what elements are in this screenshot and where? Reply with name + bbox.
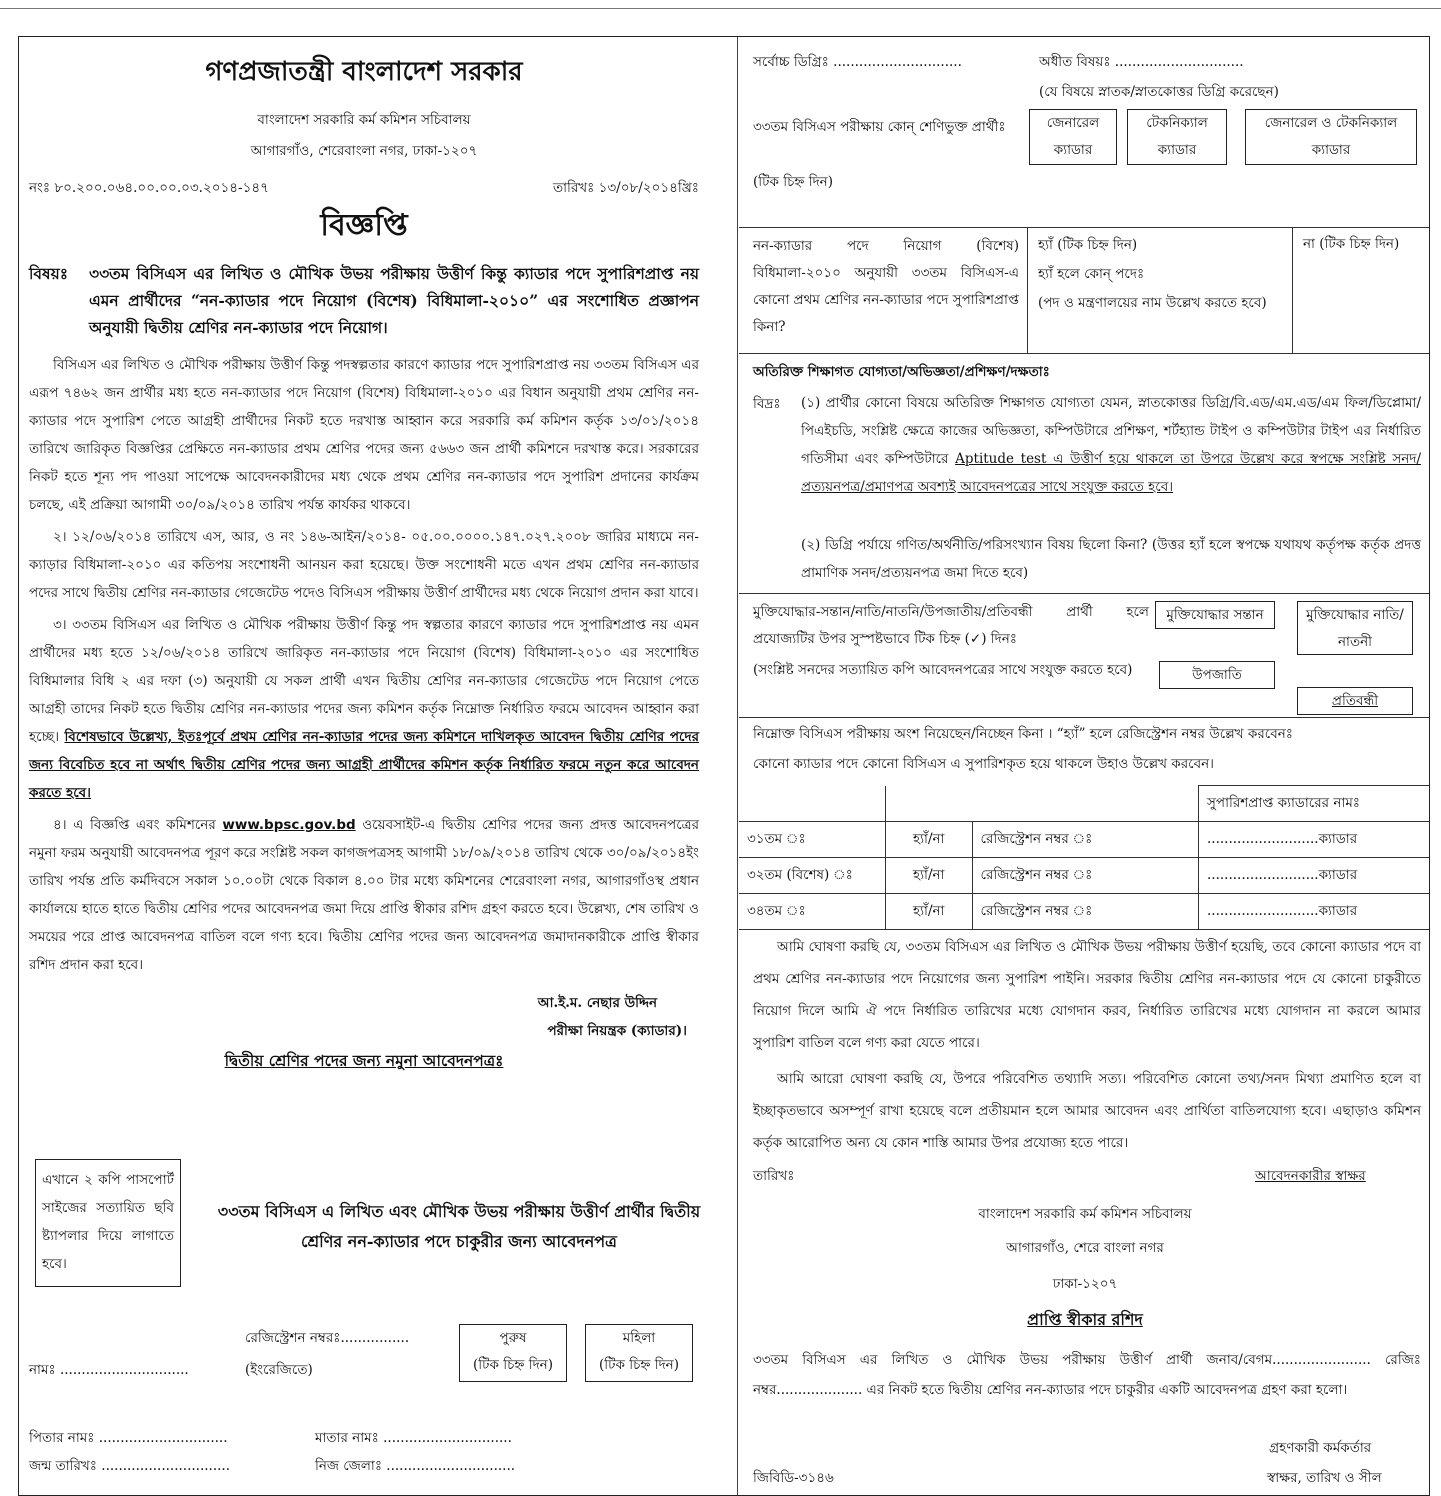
- registration-number: রেজিস্ট্রেশন নম্বরঃ................: [245, 1330, 410, 1346]
- yes-tick-label: হ্যাঁ (টিক চিহ্ন দিন): [1038, 237, 1138, 253]
- form-title: ৩৩তম বিসিএস এ লিখিত এবং মৌখিক উভয় পরীক্ষায় উত্তীর্ণ প্রার্থীর দ্বিতীয় শ্রেণির নন-ক্যাডার পদে চাকুরীর জন্য আবেদনপত্র: [217, 1202, 701, 1251]
- header-empty-2: [886, 786, 973, 822]
- date-label: তারিখঃ: [753, 1168, 795, 1184]
- male-tick-note: (টিক চিহ্ন দিন): [473, 1357, 553, 1373]
- dob-field[interactable]: জন্ম তারিখঃ ..............................: [29, 1458, 231, 1474]
- english-note: (ইংরেজিতে): [245, 1362, 313, 1378]
- quota-note: (সংশ্লিষ্ট সনদের সত্যায়িত কপি আবেদনপত্রের সাথে সংযুক্ত করতে হবে): [753, 662, 1133, 678]
- memo-line: [29, 177, 699, 199]
- both-cadre-option[interactable]: জেনারেল ও টেকনিক্যাল ক্যাডার: [1245, 109, 1417, 165]
- paragraph-1: বিসিএস এর লিখিত ও মৌখিক পরীক্ষায় উত্তীর্ণ কিন্তু পদস্বল্পতার কারণে ক্যাডার পদে সুপারিশপ্রাপ্ত নয় ৩৩তম বিসিএস এর এরূপ ৭৪৬২ জন প্রার্থীর মধ্য হতে নন-ক্যাডার পদে নিয়োগ (বিশেষ) বিধিমালা-২০১০ এর বিধান অনুযায়ী প্রথম শ্রেণির নন-ক্যাডার পদে সুপারিশ পেতে আগ্রহী প্রার্থীদের নিকট হতে দরখাস্ত আহ্বান করে সরকারি কর্ম কমিশন কর্তৃক ১৩/০১/২০১৪ তারিখে জারিকৃত বিজ্ঞপ্তির প্রেক্ষিতে নন-ক্যাডার প্রথম শ্রেণির পদের জন্য ৫৬৬৩ জন প্রার্থী কমিশনে দরখাস্ত করে। সরকারের নিকট হতে শূন্য পদ পাওয়া সাপেক্ষে আবেদনকারীদের মধ্য থেকে প্রথম শ্রেণির নন-ক্যাডার পদে সুপারিশ প্রদানের কার্যক্রম চলছে, এই প্রক্রিয়া আগামী ৩০/০৯/২০১৪ তারিখ পর্যন্ত কার্যকর থাকবে।: [29, 357, 699, 513]
- cadre-cell[interactable]: ..........................ক্যাডার: [1199, 822, 1431, 858]
- receiver-sign-note: স্বাক্ষর, তারিখ ও সীল: [1267, 1470, 1382, 1486]
- mother-name-field[interactable]: মাতার নামঃ ..............................: [315, 1430, 512, 1446]
- bcs-registration-table: [739, 785, 1430, 930]
- table-row: [739, 822, 1430, 858]
- extra-qualification-heading: অতিরিক্ত শিক্ষাগত যোগ্যতা/অভিজ্ঞতা/প্রশিক্ষণ/দক্ষতাঃ: [753, 364, 1050, 380]
- female-label: মহিলা: [622, 1330, 656, 1346]
- bcs-name: ৩২তম (বিশেষ) ঃ: [739, 858, 886, 894]
- cadre-cell[interactable]: ..........................ক্যাডার: [1199, 858, 1431, 894]
- receipt-address-2: ঢাকা-১২০৭: [1052, 1276, 1118, 1292]
- note-2: (২) ডিগ্রি পর্যায়ে গণিত/অর্থনীতি/পরিসংখ্যান বিষয় ছিলো কিনা? (উত্তর হ্যাঁ হলে স্বপক্ষে যথাযথ কর্তৃপক্ষ কর্তৃক প্রদত্ত প্রামাণিক সনদ/প্রত্যয়নপত্র জমা দিতে হবে): [801, 537, 1421, 581]
- paragraph-3-emphasis: বিশেষভাবে উল্লেখ্য, ইতঃপূর্বে প্রথম শ্রেণির নন-ক্যাডার পদের জন্য কমিশনে দাখিলকৃত আবেদন দ্বিতীয় শ্রেণির পদের জন্য বিবেচিত হবে না অর্থাৎ দ্বিতীয় শ্রেণির পদের জন্য আগ্রহী প্রার্থীদের কমিশন কর্তৃক নির্ধারিত ফরমে নতুন করে আবেদন করতে হবে।: [29, 729, 699, 801]
- tribal-option[interactable]: উপজাতি: [1159, 661, 1275, 689]
- female-tick-note: (টিক চিহ্ন দিন): [599, 1357, 679, 1373]
- registration-cell[interactable]: রেজিস্ট্রেশন নম্বর ঃ: [972, 858, 1199, 894]
- subject-studied-field[interactable]: অধীত বিষয়ঃ ..............................: [1039, 54, 1244, 70]
- no-tick-label[interactable]: না (টিক চিহ্ন দিন): [1303, 236, 1400, 252]
- freedom-fighter-grandchild-option[interactable]: মুক্তিযোদ্ধার নাতি/নাতনী: [1297, 601, 1413, 655]
- photo-box: এখানে ২ কপি পাসপোর্ট সাইজের সত্যায়িত ছবি ষ্ট্যাপলার দিয়ে লাগাতে হবে।: [35, 1159, 181, 1287]
- signatory-name: আ.ই.ম. নেছার উদ্দিন: [537, 995, 657, 1011]
- left-column: [29, 45, 699, 1075]
- male-checkbox[interactable]: [459, 1324, 567, 1382]
- bcs-name: ৩১তম ঃ: [739, 822, 886, 858]
- rule-3: [739, 593, 1430, 594]
- subject-label: বিষয়ঃ: [29, 264, 69, 283]
- paragraph-4: [29, 811, 699, 979]
- sample-form-title: দ্বিতীয় শ্রেণির পদের জন্য নমুনা আবেদনপত্রঃ: [224, 1051, 504, 1070]
- category-tick-note: (টিক চিহ্ন দিন): [753, 174, 833, 190]
- signatory-designation: পরীক্ষা নিয়ন্ত্রক (ক্যাডার)।: [547, 1023, 687, 1039]
- column-divider: [737, 37, 738, 1495]
- bcs-name: ৩৪তম ঃ: [739, 894, 886, 930]
- bcs-question-2: কোনো ক্যাডার পদে কোনো বিসিএস এ সুপারিশকৃত হয়ে থাকলে উহাও উল্লেখ করবেন।: [753, 756, 1214, 772]
- memo-date: তারিখঃ ১৩/০৮/২০১৪খ্রিঃ: [552, 180, 699, 196]
- notice-title: বিজ্ঞপ্তি: [320, 208, 408, 243]
- header-empty-3: [972, 786, 1199, 822]
- table-header-row: [739, 786, 1430, 822]
- noncadre-question: নন-ক্যাডার পদে নিয়োগ (বিশেষ) বিধিমালা-২০১০ অনুযায়ী ৩৩তম বিসিএস-এ কোনো প্রথম শ্রেণির নন-ক্যাডার পদে সুপারিশপ্রাপ্ত কিনা?: [753, 238, 1020, 335]
- government-title: গণপ্রজাতন্ত্রী বাংলাদেশ সরকার: [205, 57, 523, 87]
- top-rule: [0, 8, 1441, 9]
- paragraph-4-text-b: ওয়েবসাইট-এ দ্বিতীয় শ্রেণির পদের জন্য প্রদত্ত আবেদনপত্রের নমুনা ফরম অনুযায়ী আবেদনপত্র পূরণ করে সংশ্লিষ্ট সকল কাগজপত্রসহ আগামী ১৮/০৯/২০১৪ তারিখ থেকে ৩০/০৯/২০১৪ইং তারিখ পর্যন্ত প্রতি কর্মদিবসে সকাল ১০.০০টা থেকে বিকাল ৪.০০ টার মধ্যে কমিশনের শেরেবাংলা নগর, আগারগাঁওস্থ প্রধান কার্যালয়ে হাতে হাতে দ্বিতীয় শ্রেণির পদের আবেদনপত্র জমা দিয়ে প্রাপ্তি স্বীকার রশিদ গ্রহণ করতে হবে। উল্লেখ্য, শেষ তারিখ ও সময়ের পরে প্রাপ্ত আবেদনপত্র বাতিল বলে গণ্য হবে। দ্বিতীয় শ্রেণির পদের জন্য আবেদনপত্র জমাদানকারীকে প্রাপ্তি স্বীকার রশিদ প্রদান করা হবে।: [29, 817, 699, 973]
- general-cadre-option[interactable]: জেনারেল ক্যাডার: [1029, 109, 1117, 165]
- category-question: ৩৩তম বিসিএস পরীক্ষায় কোন্ শেণিভুক্ত প্রার্থীঃ: [753, 119, 1006, 135]
- technical-cadre-option[interactable]: টেকনিক্যাল ক্যাডার: [1127, 109, 1227, 165]
- table-row: [739, 894, 1430, 930]
- office-name: বাংলাদেশ সরকারি কর্ম কমিশন সচিবালয়: [257, 112, 471, 128]
- yes-which-post: হ্যাঁ হলে কোন্ পদেঃ: [1038, 266, 1145, 282]
- note-1-text: (১) প্রার্থীর কোনো বিষয়ে অতিরিক্ত শিক্ষাগত যোগ্যতা যেমন, স্নাতকোত্তর ডিগ্রি/বি.এড/এম.এড/এম ফিল/ডিপ্লোমা/পিএইচডি, সংশ্লিষ্ট ক্ষেত্রে কাজের অভিজ্ঞতা, কম্পিউটারে প্রশিক্ষণ, শর্টহ্যান্ড টাইপ ও কম্পিউটার টাইপ এর নির্ধারিত গতিসীমা এবং কম্পিউটারে: [801, 395, 1421, 467]
- subject-studied-note: (যে বিষয়ে স্নাতক/স্নাতকোত্তর ডিগ্রি করেছেন): [1039, 84, 1279, 100]
- website-link[interactable]: www.bpsc.gov.bd: [222, 817, 356, 833]
- district-field[interactable]: নিজ জেলাঃ ..............................: [315, 1458, 516, 1474]
- registration-cell[interactable]: রেজিস্ট্রেশন নম্বর ঃ: [972, 894, 1199, 930]
- note-1: [801, 389, 1421, 501]
- post-ministry-note: (পদ ও মন্ত্রণালয়ের নাম উল্লেখ করতে হবে): [1038, 295, 1267, 311]
- rule-2: [739, 353, 1430, 354]
- subject-block: [29, 260, 699, 341]
- receiver-label: গ্রহণকারী কর্মকর্তার: [1269, 1440, 1372, 1456]
- paragraph-3: [29, 611, 699, 807]
- applicant-signature: আবেদনকারীর স্বাক্ষর: [1255, 1168, 1366, 1184]
- note-label: বিদ্রঃ: [753, 396, 781, 412]
- name-field[interactable]: নামঃ ..............................: [29, 1362, 189, 1378]
- father-name-field[interactable]: পিতার নামঃ ..............................: [29, 1430, 228, 1446]
- note-1-underlined: Aptitude test এ উত্তীর্ণ হয়ে থাকলে তা উপরে উল্লেখ করে স্বপক্ষে সংশ্লিষ্ট সনদ/প্রত্যয়নপত্র/প্রমাণপত্র অবশ্যই আবেদনপত্রের সাথে সংযুক্ত করতে হবে।: [801, 451, 1422, 495]
- bcs-question: নিম্নোক্ত বিসিএস পরীক্ষায় অংশ নিয়েছেন/নিচ্ছেন কিনা । “হ্যাঁ” হলে রেজিস্ট্রেশন নম্বর উল্লেখ করবেনঃ: [753, 726, 1293, 742]
- memo-number: নংঃ ৮০.২০০.০৬৪.০০.০০.০৩.২০১৪-১৪৭: [29, 180, 269, 196]
- receipt-text: ৩৩তম বিসিএস এর লিখিত ও মৌখিক উভয় পরীক্ষায় উত্তীর্ণ প্রার্থী জনাব/বেগম....................... রেজিঃ নম্বর.................... এর নিকট হতে দ্বিতীয় শ্রেণির নন-ক্যাডার পদে চাকুরীর একটি আবেদনপত্র গ্রহণ করা হলো।: [753, 1352, 1421, 1398]
- header-empty-1: [739, 786, 886, 822]
- cadre-cell[interactable]: ..........................ক্যাডার: [1199, 894, 1431, 930]
- receipt-title: প্রাপ্তি স্বীকার রশিদ: [1027, 1310, 1143, 1329]
- freedom-fighter-child-option[interactable]: মুক্তিযোদ্ধার সন্তান: [1155, 601, 1275, 629]
- declaration-1: আমি ঘোষণা করছি যে, ৩৩তম বিসিএস এর লিখিত ও মৌখিক উভয় পরীক্ষায় উত্তীর্ণ হয়েছি, তবে কোনো ক্যাডার পদে বা প্রথম শ্রেণির নন-ক্যাডার পদে নিয়োগের জন্য সুপারিশ পাইনি। সরকার দ্বিতীয় শ্রেণির নন-ক্যাডার পদে যে কোনো চাকুরীতে নিয়োগ দিলে আমি ঐ পদে নির্ধারিত তারিখের মধ্যে যোগদান করব, নির্ধারিত তারিখের মধ্যে যোগদান না করলে আমার সুপারিশ বাতিল বলে গণ্য করা যেতে পারে।: [753, 939, 1421, 1051]
- paragraph-4-text-a: ৪। এ বিজ্ঞপ্তি এবং কমিশনের: [53, 817, 216, 833]
- registration-cell[interactable]: রেজিস্ট্রেশন নম্বর ঃ: [972, 822, 1199, 858]
- rule-4: [739, 717, 1430, 718]
- receipt-office: বাংলাদেশ সরকারি কর্ম কমিশন সচিবালয়: [978, 1206, 1192, 1222]
- receipt-address-1: আগারগাঁও, শেরে বাংলা নগর: [1006, 1240, 1164, 1256]
- office-address: আগারগাঁও, শেরেবাংলা নগর, ঢাকা-১২০৭: [250, 143, 478, 159]
- document-page: [18, 36, 1430, 1496]
- disabled-option[interactable]: প্রতিবন্ধী: [1297, 687, 1413, 715]
- noncadre-yes-cell[interactable]: [1027, 227, 1293, 353]
- yes-no-cell[interactable]: হ্যাঁ/না: [886, 894, 973, 930]
- yes-no-cell[interactable]: হ্যাঁ/না: [886, 858, 973, 894]
- quota-question: মুক্তিযোদ্ধার-সন্তান/নাতি/নাতনি/উপজাতীয়/প্রতিবন্ধী প্রার্থী হলে প্রযোজ্যটির উপর সুস্পষ্টভাবে টিক চিহ্ন (✓) দিনঃ: [753, 604, 1149, 647]
- male-label: পুরুষ: [499, 1330, 527, 1346]
- paragraph-2: ২। ১২/০৬/২০১৪ তারিখে এস, আর, ও নং ১৪৬-আইন/২০১৪- ০৫.০০.০০০০.১৪৭.০২৭.২০০৮ জারির মাধ্যমে নন-ক্যাড়ার বিধিমালা-২০১০ এর কতিপয় সংশোধনী আনয়ন করা হয়েছে। উক্ত সংশোধনী মতে এখন প্রথম শ্রেণির নন-ক্যাডার পদের সাথে দ্বিতীয় শ্রেণির নন-ক্যাডার গেজেটেড পদেও বিসিএস পরীক্ষায় উত্তীর্ণ প্রার্থীদের মধ্য থেকে নিয়োগ প্রদান করা যাবে।: [29, 529, 699, 601]
- subject-text: ৩৩তম বিসিএস এর লিখিত ও মৌখিক উভয় পরীক্ষায় উত্তীর্ণ কিন্তু ক্যাডার পদে সুপারিশপ্রাপ্ত নয় এমন প্রার্থীদের “নন-ক্যাডার পদে নিয়োগ (বিশেষ) বিধিমালা-২০১০” এর সংশোধিত প্রজ্ঞাপন অনুযায়ী দ্বিতীয় শ্রেণির নন-ক্যাডার পদে নিয়োগ।: [89, 264, 699, 337]
- yes-no-cell[interactable]: হ্যাঁ/না: [886, 822, 973, 858]
- declaration-2: আমি আরো ঘোষণা করছি যে, উপরে পরিবেশিত তথ্যাদি সত্য। পরিবেশিত কোনো তথ্য/সনদ মিথ্যা প্রমাণিত হলে বা ইচ্ছাকৃতভাবে অসম্পূর্ণ রাখা হয়েছে বলে প্রতীয়মান হলে আমার আবেদন এবং প্রার্থিতা বাতিলযোগ্য হবে। এছাড়াও কমিশন কর্তৃক আরোপিত অন্য যে কোন শাস্তি আমার উপর প্রযোজ্য হতে পারে।: [753, 1071, 1421, 1151]
- table-row: [739, 858, 1430, 894]
- print-code: জিবিডি-৩১৪৬: [753, 1470, 834, 1486]
- paragraph-3-text: ৩। ৩৩তম বিসিএস এর লিখিত ও মৌখিক পরীক্ষায় উত্তীর্ণ কিন্তু পদ স্বল্পতার কারণে ক্যাডার পদে সুপারিশপ্রাপ্ত নয় এমন প্রার্থীদের মধ্য হতে ১২/০৬/২০১৪ তারিখে জারিকৃত নন-ক্যাডার পদে নিয়োগ (বিশেষ) বিধিমালা-২০১০ এর সংশোধিত বিধিমালার বিধি ২ এর দফা (৩) অনুযায়ী যে সকল প্রার্থী এখন দ্বিতীয় শ্রেণির নন-ক্যাডার গেজেটেড পদে নিয়োগ পেতে আগ্রহী তাদের নিকট হতে দ্বিতীয় শ্রেণির নন-ক্যাডার পদের জন্য কমিশন কর্তৃক নিম্নোক্ত নির্ধারিত ফরমে আবেদন আহ্বান করা হচ্ছে।: [29, 617, 699, 745]
- female-checkbox[interactable]: [585, 1324, 693, 1382]
- highest-degree-field[interactable]: সর্বোচ্চ ডিগ্রিঃ ..............................: [753, 54, 962, 70]
- recommended-cadre-header: সুপারিশপ্রাপ্ত ক্যাডারের নামঃ: [1199, 786, 1431, 822]
